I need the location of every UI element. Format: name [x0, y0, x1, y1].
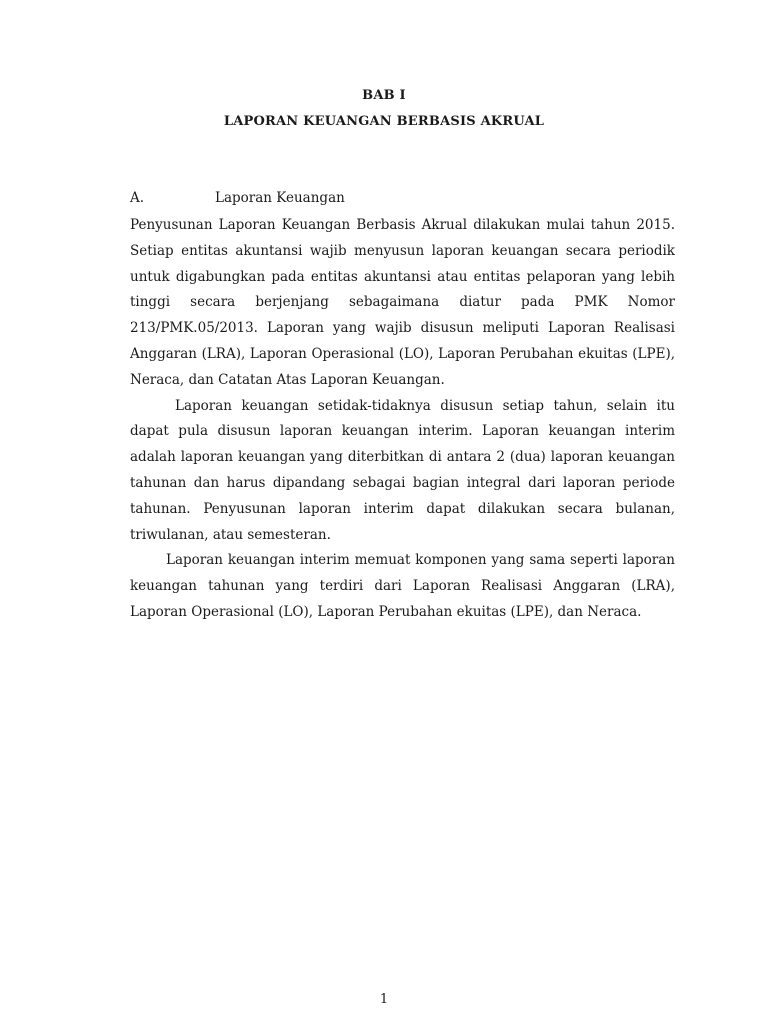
paragraph: Laporan keuangan interim memuat komponen yang sama seperti laporan keuangan tahunan yang terdiri dari Laporan Realisasi Anggaran (LRA), Laporan Operasional (LO), Laporan Perubahan ekuitas (LPE), dan Neraca. [130, 552, 675, 620]
page-number: 1 [379, 992, 389, 1007]
section-title: Laporan Keuangan [215, 190, 345, 206]
paragraph: Laporan keuangan setidak-tidaknya disusun setiap tahun, selain itu dapat pula disusun laporan keuangan interim. Laporan keuangan interim adalah laporan keuangan yang diterbitkan di antara 2 (dua) laporan keuangan tahunan dan harus dipandang sebagai bagian integral dari laporan periode tahunan. Penyusunan laporan interim dapat dilakukan secara bulanan, triwulanan, atau semesteran. [130, 397, 675, 543]
paragraph: Penyusunan Laporan Keuangan Berbasis Akrual dilakukan mulai tahun 2015. Setiap entitas akuntansi wajib menyusun laporan keuangan secara periodik untuk digabungkan pada entitas akuntansi atau entitas pelaporan yang lebih tinggi secara berjenjang sebagaimana diatur pada PMK Nomor 213/PMK.05/2013. Laporan yang wajib disusun meliputi Laporan Realisasi Anggaran (LRA), Laporan Operasional (LO), Laporan Perubahan ekuitas (LPE), Neraca, dan Catatan Atas Laporan Keuangan. [130, 217, 675, 388]
chapter-title: LAPORAN KEUANGAN BERBASIS AKRUAL [223, 114, 545, 129]
chapter-number: BAB I [362, 88, 406, 103]
section-heading [130, 190, 345, 206]
body-text [130, 213, 675, 626]
section-letter: A. [130, 190, 145, 206]
